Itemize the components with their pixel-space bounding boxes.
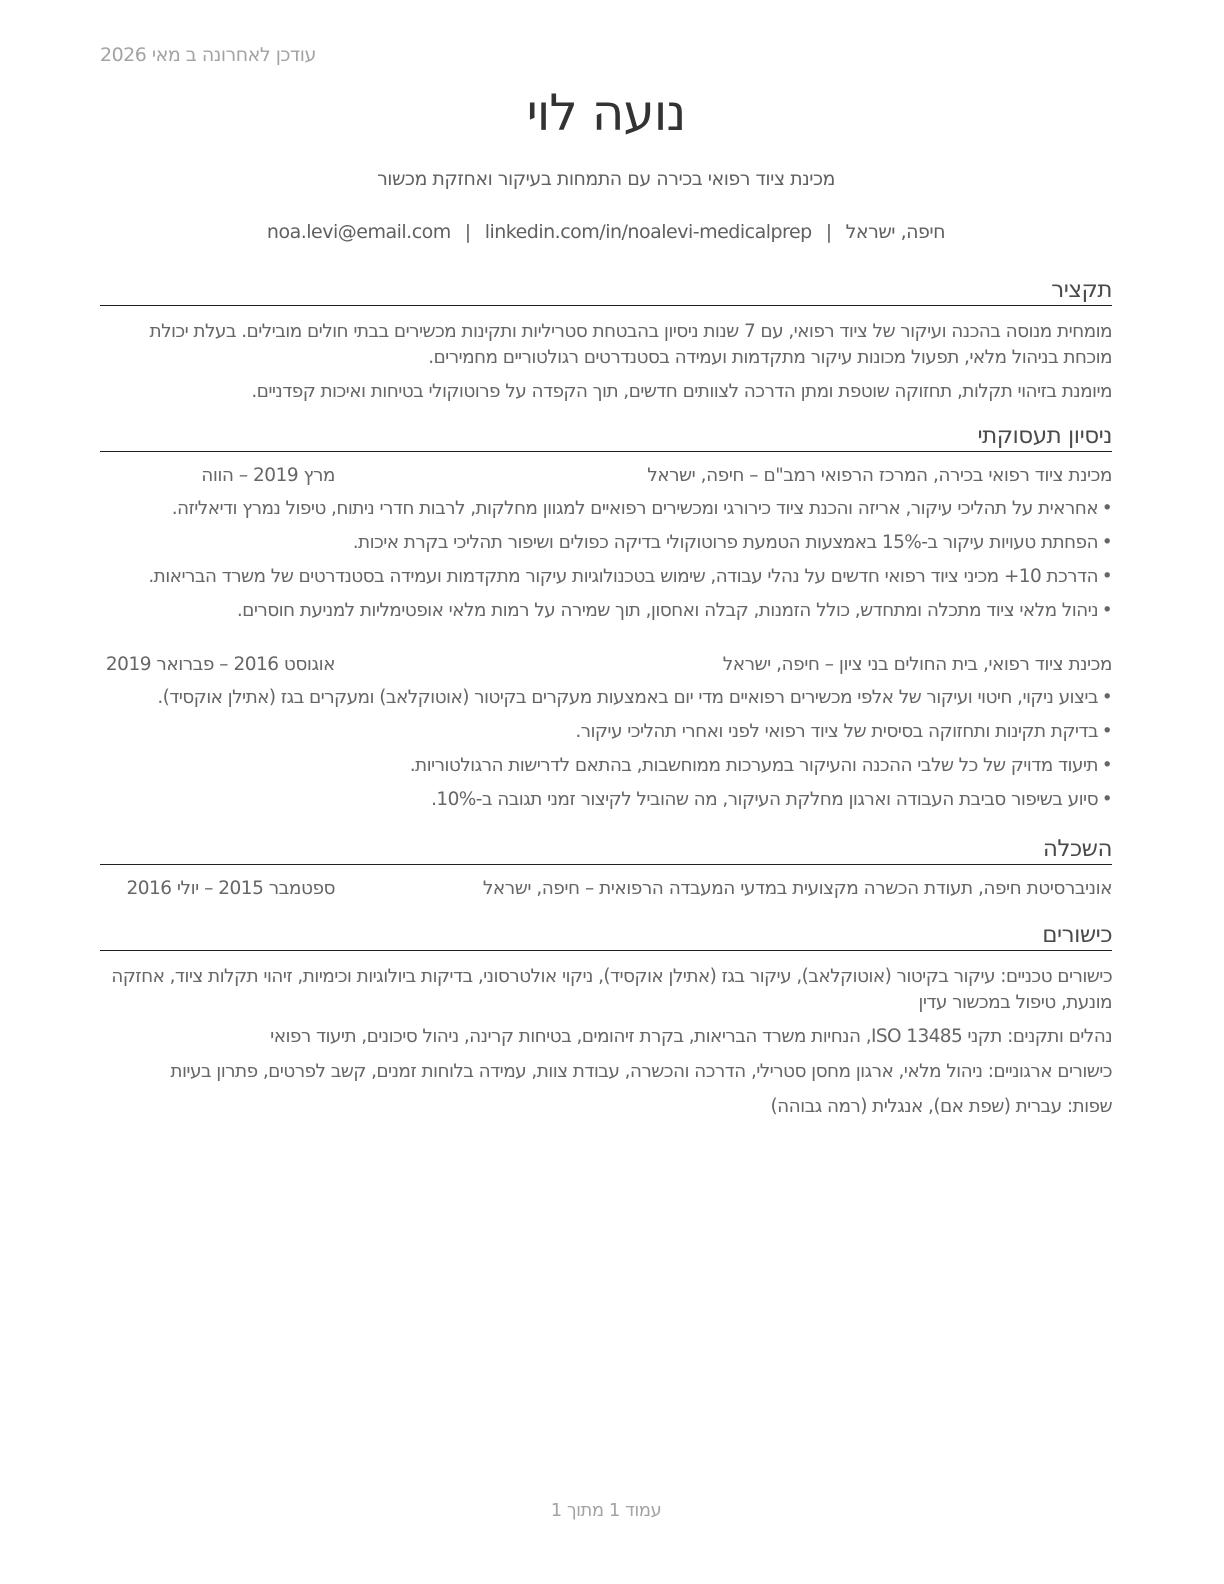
skills-technical: כישורים טכניים: עיקור בקיטור (אוטוקלאב), עיקור בגז (אתילן אוקסיד), ניקוי אולטרסוני, בדיקות ביולוגיות וכימיות, זיהוי תקלות ציוד, אחזקה מונעת, טיפול במכשור עדין [111, 966, 1112, 1013]
bullet-text: ביצוע ניקוי, חיטוי ועיקור של אלפי מכשירים רפואיים מדי יום באמצעות מעקרים בקיטור (אוטוקלאב) ומעקרים בגז (אתילן אוקסיד). [157, 687, 1098, 708]
education-heading: השכלה [100, 834, 1112, 865]
bullet-text: הפחתת טעויות עיקור ב-15% באמצעות הטמעת פרוטוקולי בדיקה כפולים ושיפור תהליכי בקרת איכות. [352, 532, 1098, 553]
bullet-text: סיוע בשיפור סביבת העבודה וארגון מחלקת העיקור, מה שהוביל לקיצור זמני תגובה ב-10%. [431, 789, 1098, 810]
bullet-icon: • [1101, 566, 1112, 587]
contact-location: חיפה, ישראל [845, 221, 946, 243]
job-bullets [100, 496, 1112, 632]
bullet-icon: • [1101, 789, 1112, 810]
contact-email[interactable]: noa.levi@email.com [266, 221, 451, 243]
summary-heading: תקציר [100, 275, 1112, 306]
job-header [100, 465, 1112, 491]
summary-paragraph-1: מומחית מנוסה בהכנה ועיקור של ציוד רפואי, עם 7 שנות ניסיון בהבטחת סטריליות ותקינות מכשירים בבתי חולים מובילים. בעלת יכולת מוכחת בניהול מלאי, תפעול מכונות עיקור מתקדמות ועמידה בסטנדרטים רגולטוריים מחמירים. [149, 321, 1112, 368]
list-item [100, 598, 1112, 632]
skills-heading: כישורים [100, 920, 1112, 951]
job-header [100, 654, 1112, 680]
bullet-icon: • [1101, 532, 1112, 553]
list-item [100, 530, 1112, 564]
bullet-icon: • [1101, 498, 1112, 519]
contact-line [100, 221, 1112, 243]
bullet-text: תיעוד מדויק של כל שלבי ההכנה והעיקור במערכות ממוחשבות, בהתאם לדרישות הרגולטוריות. [409, 755, 1098, 776]
bullet-text: הדרכת 10+ מכיני ציוד רפואי חדשים על נהלי עבודה, שימוש בטכנולוגיות עיקור מתקדמות ועמידה בסטנדרטים של משרד הבריאות. [148, 566, 1098, 587]
summary-paragraph-2: מיומנת בזיהוי תקלות, תחזוקה שוטפת ומתן הדרכה לצוותים חדשים, תוך הקפדה על פרוטוקולי בטיחות ואיכות קפדניים. [251, 381, 1112, 402]
bullet-icon: • [1101, 755, 1112, 776]
resume-page [100, 0, 1112, 1584]
bullet-icon: • [1101, 721, 1112, 742]
job-title: מכינת ציוד רפואי, בית החולים בני ציון – חיפה, ישראל [722, 654, 1112, 675]
last-updated: עודכן לאחרונה ב מאי 2026 [100, 44, 316, 66]
list-item [100, 719, 1112, 753]
skills-languages: שפות: עברית (שפת אם), אנגלית (רמה גבוהה) [770, 1096, 1112, 1117]
bullet-text: אחראית על תהליכי עיקור, אריזה והכנת ציוד כירורגי ומכשירים רפואיים למגוון מחלקות, לרבות חדרי ניתוח, טיפול נמרץ ודיאליזה. [171, 498, 1098, 519]
education-title: אוניברסיטת חיפה, תעודת הכשרה מקצועית במדעי המעבדה הרפואית – חיפה, ישראל [482, 878, 1112, 899]
skills-standards: נהלים ותקנים: תקני ISO 13485, הנחיות משרד הבריאות, בקרת זיהומים, בטיחות קרינה, ניהול סיכונים, תיעוד רפואי [270, 1026, 1112, 1047]
contact-linkedin[interactable]: linkedin.com/in/noalevi-medicalprep [484, 221, 812, 243]
contact-separator: | [464, 221, 471, 243]
list-item [100, 787, 1112, 821]
page-number: עמוד 1 מתוך 1 [550, 1500, 662, 1521]
job-dates: מרץ 2019 – הווה [201, 465, 335, 486]
job-bullets [100, 685, 1112, 821]
bullet-text: ניהול מלאי ציוד מתכלה ומתחדש, כולל הזמנות, קבלה ואחסון, תוך שמירה על רמות מלאי אופטימליות למניעת חוסרים. [236, 600, 1098, 621]
contact-separator: | [825, 221, 832, 243]
bullet-icon: • [1101, 687, 1112, 708]
bullet-text: בדיקת תקינות ותחזוקה בסיסית של ציוד רפואי לפני ואחרי תהליכי עיקור. [575, 721, 1098, 742]
education-dates: ספטמבר 2015 – יולי 2016 [126, 878, 335, 899]
candidate-name: נועה לוי [526, 84, 686, 142]
list-item [100, 496, 1112, 530]
list-item [100, 685, 1112, 719]
job-title: מכינת ציוד רפואי בכירה, המרכז הרפואי רמב"ם – חיפה, ישראל [647, 465, 1112, 486]
bullet-icon: • [1101, 600, 1112, 621]
list-item [100, 753, 1112, 787]
education-entry [100, 878, 1112, 904]
skills-organizational: כישורים ארגוניים: ניהול מלאי, ארגון מחסן סטרילי, הדרכה והכשרה, עבודת צוות, עמידה בלוחות זמנים, קשב לפרטים, פתרון בעיות [170, 1061, 1112, 1082]
experience-heading: ניסיון תעסוקתי [100, 421, 1112, 452]
list-item [100, 564, 1112, 598]
candidate-tagline: מכינת ציוד רפואי בכירה עם התמחות בעיקור ואחזקת מכשור [377, 168, 835, 190]
job-dates: אוגוסט 2016 – פברואר 2019 [105, 654, 335, 675]
